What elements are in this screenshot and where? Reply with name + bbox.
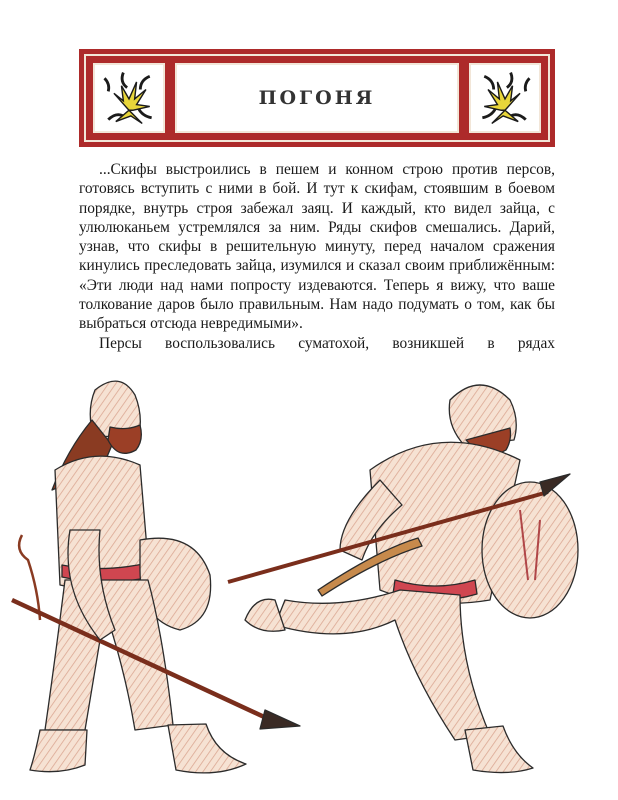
body-text — [79, 160, 555, 353]
ornament-left — [93, 63, 165, 133]
page-title: ПОГОНЯ — [258, 87, 376, 109]
left-warrior — [12, 381, 300, 773]
scythian-warriors-drawing — [0, 360, 618, 800]
right-warrior — [228, 385, 578, 773]
header-frame — [79, 49, 555, 147]
title-box — [175, 63, 459, 133]
paragraph-1: ...Скифы выстроились в пешем и конном строю против персов, готовясь вступить с ними в бой. И тут к скифам, стоявшим в боевом порядке, внутрь строя забежал заяц. И каждый, кто видел зайца, с улюлюканьем устремлялся за ним. Ряды скифов смешались. Дарий, узнав, что скифы в решительную минуту, перед началом сражения кинулись преследовать зайца, изумился и сказал своим приближённым: «Эти люди над нами попросту издеваются. Теперь я вижу, что ваше толкование даров было правильным. Нам надо подумать о том, как бы выбраться отсюда невредимыми». — [79, 161, 555, 333]
ornament-right — [469, 63, 541, 133]
floral-ornament-icon — [95, 65, 163, 131]
paragraph-2: Персы воспользовались суматохой, возникшей в рядах — [99, 334, 555, 352]
illustration-warriors — [0, 360, 618, 800]
floral-ornament-icon — [471, 65, 539, 131]
